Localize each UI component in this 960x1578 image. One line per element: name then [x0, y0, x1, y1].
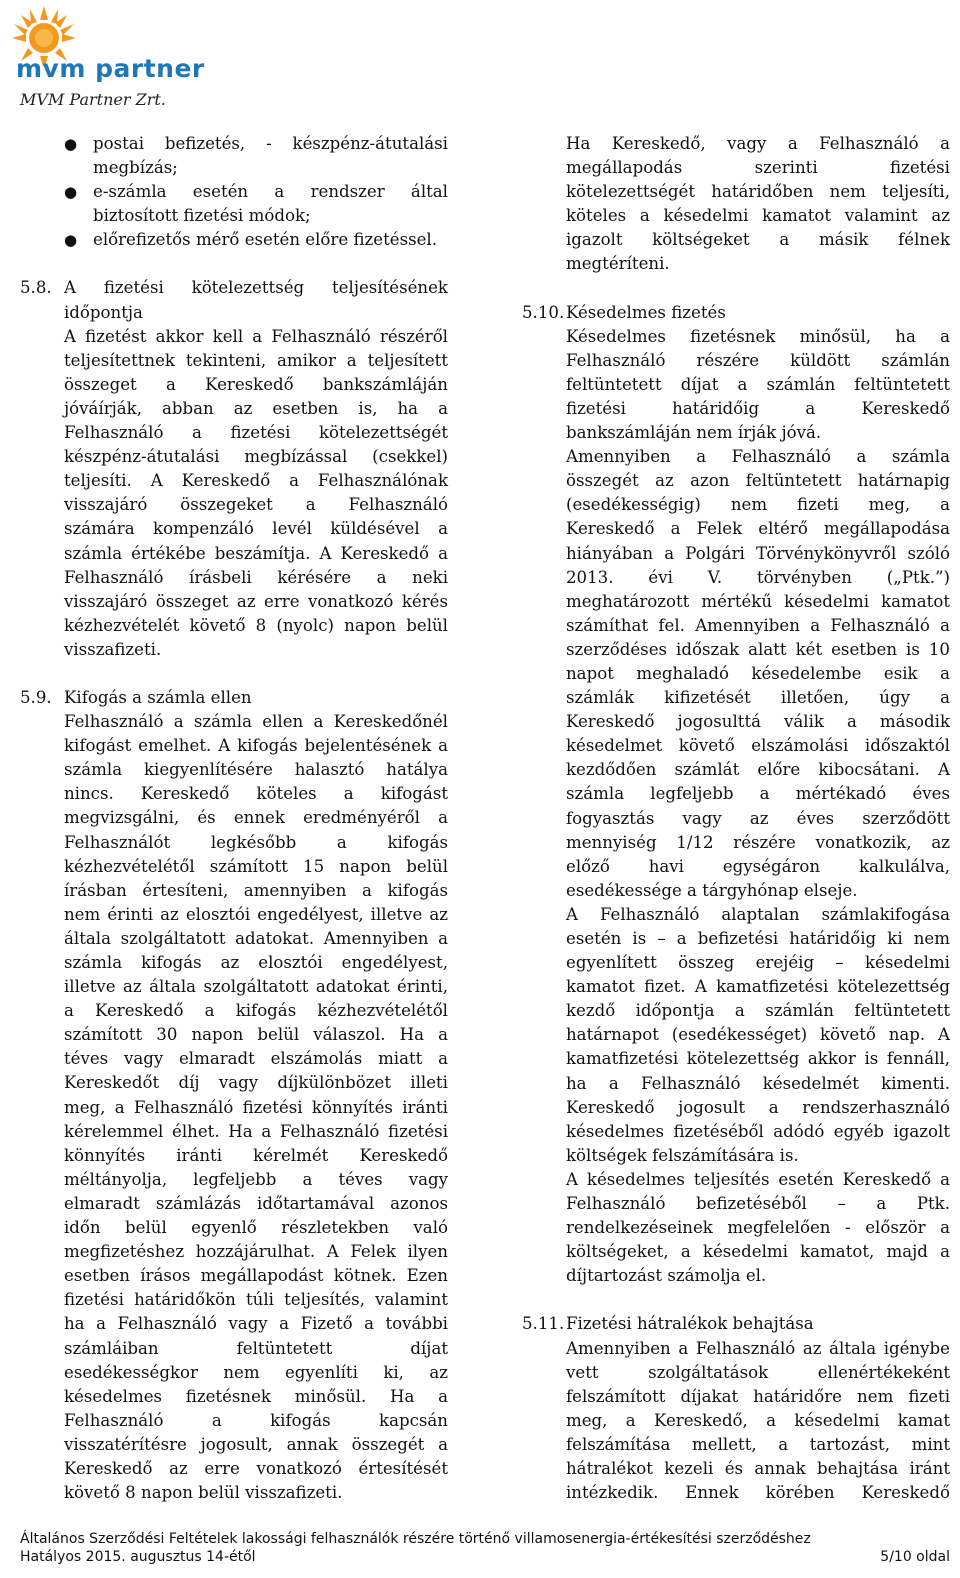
text-line: meghatározott mértékű késedelmi kamatot	[566, 591, 950, 611]
section-number: 5.10.	[522, 302, 565, 322]
text-line: fogyasztás vagy az éves szerződött	[566, 808, 950, 828]
text-line: kamatot fizet. A kamatfizetési kötelezettség	[566, 977, 950, 997]
text-line: egyenlített összeg erejéig – késedelmi	[566, 953, 950, 973]
section-body	[566, 1337, 950, 1506]
text-line: késedelmet követő elszámolási időszaktól	[566, 736, 950, 756]
section-body	[566, 325, 950, 1289]
section-title: Kifogás a számla ellen	[64, 687, 252, 707]
text-line: megvizsgálni, és ennek eredményéről a	[64, 808, 448, 828]
text-line: visszajáró összeget az erre vonatkozó kérés	[64, 591, 448, 611]
company-name: MVM Partner Zrt.	[20, 90, 166, 109]
text-line: A Felhasználó alaptalan számlakifogása	[566, 904, 950, 924]
paragraph	[566, 132, 950, 277]
text-line: számla legfeljebb a mértékadó éves	[566, 784, 950, 804]
text-line: kötelezettségét határidőben nem teljesíti,	[566, 182, 950, 202]
text-line: Felhasználó befizetéséből – a Ptk.	[566, 1194, 950, 1214]
text-line: szerződéses időszak alatt két esetben is 10	[566, 639, 950, 659]
text-line: esedékessége a tárgyhónap elseje.	[566, 880, 858, 900]
text-line: rendelkezéseinek megfelelően - először a	[566, 1218, 950, 1238]
text-line: számla kiegyenlítésére halasztó hatálya	[64, 760, 448, 780]
text-line: teljesítettnek tekinteni, amikor a teljesített	[64, 350, 448, 370]
section-number: 5.8.	[20, 278, 52, 298]
section-title: Késedelmes fizetés	[566, 302, 726, 322]
list-item: ● postai befizetés, - készpénz-átutalási megbízás;	[64, 134, 448, 178]
text-line: Kereskedőt díj vagy díjkülönbözet illeti	[64, 1073, 448, 1093]
text-line: díjtartozást számolja el.	[566, 1266, 767, 1286]
text-line: Felhasználó a fizetési kötelezettségét	[64, 423, 448, 443]
list-item: ● e-számla esetén a rendszer által biztosított fizetési módok;	[64, 182, 448, 226]
text-line: illetve az általa szolgáltatott adatokat érinti,	[64, 977, 448, 997]
text-line: Ha Kereskedő, vagy a Felhasználó a	[566, 134, 950, 153]
text-line: ha a Felhasználó vagy a Fizető a további	[64, 1314, 448, 1334]
page-footer	[20, 1530, 950, 1566]
text-line: 2013. évi V. törvényben („Ptk.”)	[566, 567, 950, 587]
text-line: esedékességkor nem egyenlíti ki, az	[64, 1362, 448, 1382]
text-line: mennyiség 1/12 részére vonatkozik, az	[566, 832, 950, 852]
text-line: Amennyiben a Felhasználó a számla	[566, 447, 950, 467]
text-line: kifogást emelhet. A kifogás bejelentésének a	[64, 736, 448, 756]
left-column	[20, 132, 448, 1505]
text-line: számíthat fel. Amennyiben a Felhasználó a	[566, 615, 950, 635]
text-line: késedelmes fizetésnek minősül. Ha a	[64, 1386, 448, 1406]
text-line: megállapodás szerinti fizetési	[566, 158, 950, 178]
section-body	[64, 301, 448, 662]
text-line: Kereskedő a Felek eltérő megállapodása	[566, 519, 950, 539]
text-line: elmaradt számlázás időtartamával azonos	[64, 1193, 448, 1213]
text-line: Felhasználót legkésőbb a kifogás	[64, 832, 448, 852]
text-line: Késedelmes fizetésnek minősül, ha a	[566, 326, 950, 346]
bullet-icon: ●	[64, 135, 78, 153]
text-line: megtéríteni.	[566, 254, 670, 274]
text-line: határnapot (esedékességet) követő nap. A	[566, 1025, 950, 1045]
text-line: bankszámláján nem írják jóvá.	[566, 423, 822, 443]
footer-document-title: Általános Szerződési Feltételek lakossági felhasználók részére történő villamosenergia-értékesítési szerződéshez	[20, 1531, 811, 1547]
text-line: kézhezvételét követő 8 (nyolc) napon belül	[64, 615, 448, 635]
text-line: Felhasználó részére küldött számlán	[566, 350, 950, 370]
bullet-icon: ●	[64, 183, 78, 202]
text-line: időpontja	[64, 302, 143, 322]
text-line: Amennyiben a Felhasználó az általa igénybe	[566, 1338, 950, 1358]
text-line: felszámított díjakat határidőre nem fizeti	[566, 1386, 950, 1406]
text-line: hiányában a Polgári Törvénykönyvről szóló	[566, 543, 950, 563]
text-line: intézkedik. Ennek körében Kereskedő	[566, 1483, 950, 1503]
text-line: felszámítása mellett, a tartozást, mint	[566, 1434, 950, 1454]
text-line: számított 30 napon belül válaszol. Ha a	[64, 1025, 448, 1045]
text-line: összegét az azon feltüntetett határnapig	[566, 471, 950, 491]
text-line: követő 8 napon belül visszafizeti.	[64, 1483, 343, 1503]
section-5-9	[20, 686, 448, 1505]
page-number: 5/10 oldal	[880, 1549, 950, 1565]
text-line: előző havi egységáron kalkulálva,	[566, 856, 950, 876]
text-line: költségek felszámítására is.	[566, 1145, 799, 1165]
text-line: nem érinti az elosztói engedélyest, illetve az	[64, 904, 448, 924]
text-line: Kereskedő jogosulttá válik a második	[566, 712, 950, 732]
text-line: írásban értesíteni, amennyiben a kifogás	[64, 880, 448, 900]
section-5-8	[20, 276, 448, 662]
section-number: 5.9.	[20, 687, 52, 707]
text-line: számla értékébe beszámítja. A Kereskedő a	[64, 543, 448, 563]
payment-methods-list	[20, 132, 448, 252]
text-line: kamatfizetési kötelezettség akkor is fennáll,	[566, 1049, 950, 1069]
text-line: kézhezvételétől számított 15 napon belül	[64, 856, 448, 876]
text-line: számlák kifizetését illetően, úgy a	[566, 688, 950, 708]
text-line: Felhasználó írásbeli kérésére a neki	[64, 567, 448, 587]
section-title: Fizetési hátralékok behajtása	[566, 1314, 814, 1334]
list-item: ● előrefizetős mérő esetén előre fizetéssel.	[20, 228, 448, 252]
bullet-icon: ●	[64, 231, 78, 250]
text-line: esetben írásos megállapodást kötnek. Ezen	[64, 1266, 448, 1286]
text-line: meg, a Kereskedő, a késedelmi kamat	[566, 1410, 950, 1430]
text-line: számla kifogás az elosztói engedélyest,	[64, 953, 448, 972]
company-logo	[8, 6, 205, 90]
text-line: Kereskedő az erre vonatkozó értesítését	[64, 1458, 448, 1478]
text-line: fizetési határidőkön túli teljesítés, valamint	[64, 1290, 448, 1310]
text-line: nincs. Kereskedő köteles a kifogást	[64, 784, 448, 804]
text-line: igazolt költségeket a másik félnek	[566, 230, 950, 250]
text-line: időn belül egyenlő részletekben való	[64, 1218, 448, 1238]
text-line: visszafizeti.	[64, 639, 162, 659]
right-column	[522, 132, 950, 1505]
text-line: készpénz-átutalási megbízással (csekkel)	[64, 447, 448, 467]
text-line: számára kompenzáló levél küldésével a	[64, 519, 448, 539]
section-body	[64, 710, 448, 1505]
text-line: jóváírják, abban az esetben is, ha a	[64, 398, 448, 418]
text-line: kérelemmel élhet. Ha a Felhasználó fizetési	[64, 1121, 448, 1141]
text-line: napot meghaladó késedelembe esik a	[566, 663, 950, 683]
text-line: A fizetést akkor kell a Felhasználó részéről	[64, 326, 448, 346]
text-line: a Kereskedő a kifogás kézhezvételétől	[64, 1001, 448, 1021]
text-line: visszajáró összegeket a Felhasználó	[64, 495, 448, 515]
text-line: kezdő időpontja a számlán feltüntetett	[566, 1001, 950, 1021]
text-line: meg, a Felhasználó fizetési könnyítés iránti	[64, 1097, 448, 1117]
section-title: A fizetési kötelezettség teljesítésének	[64, 278, 448, 298]
text-line: hátralékot kezeli és annak behajtása iránt	[566, 1458, 950, 1478]
text-line: A késedelmes teljesítés esetén Kereskedő a	[566, 1169, 950, 1189]
section-5-10	[522, 301, 950, 1289]
logo-text: mvm partner	[16, 54, 205, 83]
text-line: költségeket, a késedelmi kamatot, majd a	[566, 1242, 950, 1262]
text-line: Felhasználó a számla ellen a Kereskedőnél	[64, 712, 448, 732]
text-line: kezdődően számlát előre kibocsátani. A	[566, 760, 950, 780]
text-line: (esedékességig) nem fizeti meg, a	[566, 495, 950, 515]
text-line: ha a Felhasználó késedelmét kimenti.	[566, 1073, 950, 1093]
text-line: visszatérítésre jogosult, annak összegét a	[64, 1434, 448, 1454]
text-line: méltányolja, legfeljebb a téves vagy	[64, 1169, 448, 1189]
text-line: vett szolgáltatások ellenértékeként	[566, 1362, 950, 1382]
text-line: feltüntetett díjat a számlán feltüntetett	[566, 374, 950, 394]
text-line: megfizetéshez hozzájárulhat. A Felek ilyen	[64, 1242, 448, 1262]
text-line: Kereskedő jogosult a rendszerhasználó	[566, 1097, 950, 1117]
footer-effective-date: Hatályos 2015. augusztus 14-étől	[20, 1549, 256, 1565]
text-line: Felhasználó a kifogás kapcsán	[64, 1410, 448, 1430]
text-line: köteles a késedelmi kamatot valamint az	[566, 206, 950, 226]
text-line: fizetési határidőig a Kereskedő	[566, 398, 950, 418]
section-number: 5.11.	[522, 1314, 565, 1334]
text-line: teljesíti. A Kereskedő a Felhasználónak	[64, 471, 448, 491]
text-line: számláiban feltüntetett díjat	[64, 1338, 448, 1358]
text-line: téves vagy elmaradt elszámolás miatt a	[64, 1049, 448, 1069]
text-line: könnyítés iránti kérelmét Kereskedő	[64, 1145, 448, 1165]
text-line: esetén is – a befizetési határidőig ki nem	[566, 929, 950, 948]
text-line: összeget a Kereskedő bankszámláján	[64, 374, 448, 394]
section-5-11	[522, 1312, 950, 1505]
text-line: késedelmes fizetéséből adódó egyéb igazolt	[566, 1121, 950, 1141]
text-line: általa szolgáltatott adatokat. Amennyiben a	[64, 928, 448, 948]
